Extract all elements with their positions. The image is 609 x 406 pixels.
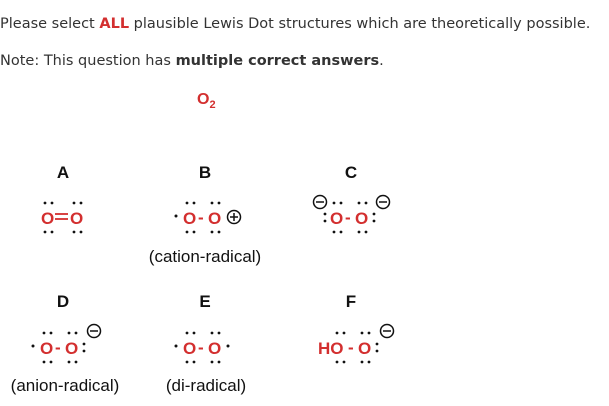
structure-c[interactable]: [314, 196, 390, 234]
lone-pair-dot: [193, 361, 196, 364]
lone-pair-dot: [218, 361, 221, 364]
atom-o: O: [40, 339, 54, 358]
bond-single: -: [348, 338, 354, 357]
lone-pair-dot: [193, 231, 196, 234]
question-line1-post: plausible Lewis Dot structures which are theoretically possible.: [129, 16, 591, 32]
lone-pair-dot: [376, 343, 379, 346]
circled-minus-icon: [381, 325, 394, 338]
lone-pair-dot: [193, 332, 196, 335]
circled-minus-icon: [314, 196, 327, 209]
atom-o: O: [65, 339, 79, 358]
lone-pair-dot: [186, 231, 189, 234]
circled-minus-icon: [88, 325, 101, 338]
molecule-base: O: [197, 91, 210, 108]
lone-pair-dot: [44, 202, 47, 205]
question-emphasis-all: ALL: [99, 16, 130, 32]
lone-pair-dot: [365, 202, 368, 205]
option-caption-e: (di-radical): [165, 376, 247, 395]
option-caption-d: (anion-radical): [10, 376, 120, 395]
option-label-a[interactable]: A: [56, 163, 70, 182]
atom-o: O: [355, 209, 369, 228]
bond-single: -: [345, 208, 351, 227]
lone-pair-dot: [333, 202, 336, 205]
atom-o: O: [70, 209, 84, 228]
lone-pair-dot: [368, 332, 371, 335]
lone-pair-dot: [43, 332, 46, 335]
lone-pair-dot: [51, 231, 54, 234]
circled-plus-icon: [228, 211, 241, 224]
structure-b[interactable]: [175, 202, 241, 234]
bond-single: -: [55, 338, 61, 357]
bond-single: -: [198, 208, 204, 227]
option-label-d[interactable]: D: [56, 292, 70, 311]
lone-pair-dot: [50, 332, 53, 335]
radical-dot: [175, 215, 178, 218]
lone-pair-dot: [83, 350, 86, 353]
lone-pair-dot: [68, 332, 71, 335]
option-label-e[interactable]: E: [199, 292, 211, 311]
lone-pair-dot: [333, 231, 336, 234]
atom-o: O: [330, 209, 344, 228]
lone-pair-dot: [218, 332, 221, 335]
lone-pair-dot: [373, 220, 376, 223]
radical-dot: [227, 345, 230, 348]
lone-pair-dot: [44, 231, 47, 234]
radical-dot: [175, 345, 178, 348]
question-line1-pre: Please select: [0, 16, 100, 32]
lone-pair-dot: [211, 361, 214, 364]
lone-pair-dot: [80, 231, 83, 234]
lone-pair-dot: [343, 332, 346, 335]
lone-pair-dot: [336, 361, 339, 364]
option-label-c[interactable]: C: [344, 163, 358, 182]
structure-f[interactable]: [318, 325, 394, 364]
structure-a[interactable]: [41, 202, 83, 234]
lone-pair-dot: [211, 332, 214, 335]
lone-pair-dot: [80, 202, 83, 205]
circled-minus-icon: [377, 196, 390, 209]
lone-pair-dot: [340, 202, 343, 205]
lone-pair-dot: [343, 361, 346, 364]
lone-pair-dot: [75, 332, 78, 335]
lone-pair-dot: [83, 343, 86, 346]
lone-pair-dot: [373, 213, 376, 216]
lone-pair-dot: [365, 231, 368, 234]
structure-d[interactable]: [32, 325, 101, 364]
lone-pair-dot: [368, 361, 371, 364]
atom-o: O: [183, 209, 197, 228]
note-emphasis: multiple correct answers: [175, 53, 380, 69]
option-label-b[interactable]: B: [198, 163, 212, 182]
note-pre: Note: This question has: [0, 53, 176, 69]
lone-pair-dot: [358, 231, 361, 234]
lone-pair-dot: [211, 202, 214, 205]
structure-e[interactable]: [175, 332, 230, 364]
radical-dot: [32, 345, 35, 348]
lone-pair-dot: [186, 332, 189, 335]
bond-single: -: [198, 338, 204, 357]
lone-pair-dot: [218, 202, 221, 205]
lone-pair-dot: [75, 361, 78, 364]
lone-pair-dot: [50, 361, 53, 364]
lone-pair-dot: [358, 202, 361, 205]
lone-pair-dot: [51, 202, 54, 205]
hydroxyl-group: HO: [318, 339, 344, 358]
lone-pair-dot: [43, 361, 46, 364]
option-caption-b: (cation-radical): [148, 247, 262, 266]
lone-pair-dot: [73, 202, 76, 205]
lone-pair-dot: [218, 231, 221, 234]
lone-pair-dot: [211, 231, 214, 234]
atom-o: O: [41, 209, 55, 228]
atom-o: O: [358, 339, 372, 358]
option-label-f[interactable]: F: [345, 292, 357, 311]
atom-o: O: [208, 339, 222, 358]
atom-o: O: [183, 339, 197, 358]
lone-pair-dot: [340, 231, 343, 234]
atom-o: O: [208, 209, 222, 228]
lone-pair-dot: [186, 202, 189, 205]
lone-pair-dot: [324, 213, 327, 216]
molecule-subscript: 2: [209, 99, 216, 112]
lone-pair-dot: [193, 202, 196, 205]
lone-pair-dot: [186, 361, 189, 364]
note-post: .: [379, 53, 384, 69]
lone-pair-dot: [336, 332, 339, 335]
lone-pair-dot: [324, 220, 327, 223]
lone-pair-dot: [376, 350, 379, 353]
lone-pair-dot: [68, 361, 71, 364]
lone-pair-dot: [361, 332, 364, 335]
lone-pair-dot: [361, 361, 364, 364]
lone-pair-dot: [73, 231, 76, 234]
